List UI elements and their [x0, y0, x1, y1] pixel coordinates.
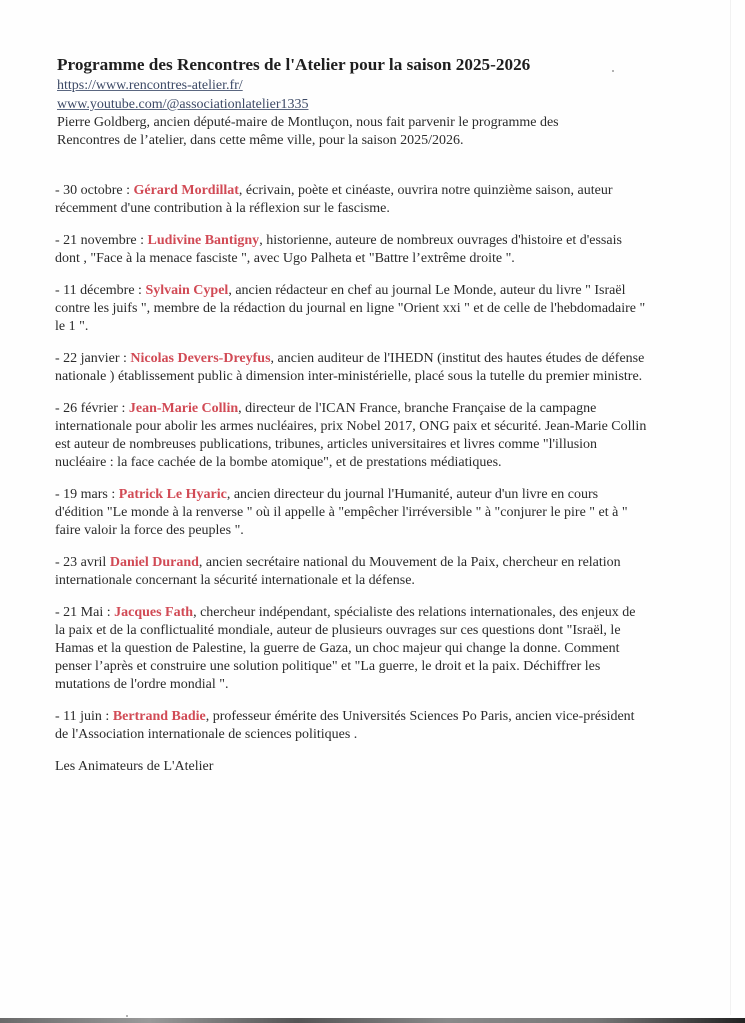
- page-edge-line: [730, 0, 731, 1015]
- event-date: - 21 novembre :: [55, 233, 148, 248]
- event-date: - 21 Mai :: [55, 605, 115, 620]
- event-item: [55, 708, 647, 744]
- event-description: , ancien rédacteur en chef au journal Le Monde, auteur du livre " Israël contre les juifs ", membre de la rédaction du journal en ligne "Orient xxi " et de celle de l'hebdomadaire " le 1 ".: [55, 283, 646, 334]
- event-description: , écrivain, poète et cinéaste, ouvrira notre quinzième saison, auteur récemment d'une contribution à la réflexion sur le fascisme.: [55, 183, 613, 216]
- event-description: , historienne, auteure de nombreux ouvrages d'histoire et d'essais dont , "Face à la menace fasciste ", avec Ugo Palheta et "Battre l’extrême droite ".: [55, 233, 622, 266]
- event-date: - 30 octobre :: [55, 183, 134, 198]
- speaker-name: Jean-Marie Collin: [128, 401, 239, 416]
- document-body: [55, 54, 655, 776]
- event-date: - 11 juin :: [55, 709, 113, 724]
- event-item: [55, 182, 647, 218]
- event-item: [55, 486, 647, 540]
- speaker-name: Daniel Durand: [109, 555, 199, 570]
- event-date: - 23 avril: [55, 555, 110, 570]
- event-item: [55, 604, 647, 694]
- intro-paragraph: Pierre Goldberg, ancien député-maire de Montluçon, nous fait parvenir le programme des Rencontres de l’atelier, dans cette même ville, pour la saison 2025/2026.: [57, 115, 559, 148]
- event-date: - 11 décembre :: [55, 283, 146, 298]
- event-item: [55, 282, 647, 336]
- website-link[interactable]: https://www.rencontres-atelier.fr/: [57, 78, 243, 93]
- signature: Les Animateurs de L'Atelier: [55, 759, 214, 774]
- speaker-name: Ludivine Bantigny: [147, 233, 260, 248]
- events-list: [55, 182, 655, 744]
- speaker-name: Jacques Fath: [114, 605, 194, 620]
- scan-speck: [126, 1015, 128, 1017]
- youtube-link[interactable]: www.youtube.com/@associationlatelier1335: [57, 97, 309, 112]
- event-description: , professeur émérite des Universités Sciences Po Paris, ancien vice-président de l'Association internationale de sciences politiques .: [55, 709, 635, 742]
- event-description: , directeur de l'ICAN France, branche Française de la campagne internationale pour abolir les armes nucléaires, prix Nobel 2017, ONG paix et sécurité. Jean-Marie Collin est auteur de nombreuses publications, tribunes, articles universitaires et livres comme "l'illusion nucléaire : la face cachée de la bombe atomique", et de prestations médiatiques.: [55, 401, 647, 470]
- scan-bottom-edge: [0, 1018, 745, 1023]
- document-title: Programme des Rencontres de l'Atelier pour la saison 2025-2026: [57, 55, 531, 74]
- event-description: , ancien directeur du journal l'Humanité, auteur d'un livre en cours d'édition "Le monde à la renverse " où il appelle à "empêcher l'irréversible " à "conjurer le pire " et à " faire valoir la force des peuples ".: [55, 487, 628, 538]
- event-description: , ancien secrétaire national du Mouvement de la Paix, chercheur en relation internationale concernant la sécurité internationale et la défense.: [55, 555, 621, 588]
- speaker-name: Bertrand Badie: [112, 709, 206, 724]
- event-date: - 22 janvier :: [55, 351, 131, 366]
- event-date: - 26 février :: [55, 401, 129, 416]
- speaker-name: Patrick Le Hyaric: [118, 487, 227, 502]
- speaker-name: Gérard Mordillat: [133, 183, 239, 198]
- speaker-name: Nicolas Devers-Dreyfus: [130, 351, 271, 366]
- event-item: [55, 350, 647, 386]
- event-item: [55, 400, 647, 472]
- event-description: , ancien auditeur de l'IHEDN (institut des hautes études de défense nationale ) établissement public à dimension inter-ministérielle, placé sous la tutelle du premier ministre.: [55, 351, 645, 384]
- speaker-name: Sylvain Cypel: [145, 283, 229, 298]
- event-date: - 19 mars :: [55, 487, 119, 502]
- event-item: [55, 232, 647, 268]
- event-description: , chercheur indépendant, spécialiste des relations internationales, des enjeux de la paix et de la conflictualité mondiale, auteur de plusieurs ouvrages sur ces questions dont "Israël, le Hamas et la question de Palestine, la guerre de Gaza, un choc majeur qui change la donne. Comment penser l’après et construire une solution politique" et "La guerre, le droit et la paix. Déchiffrer les mutations de l'ordre mondial ".: [55, 605, 636, 692]
- event-item: [55, 554, 647, 590]
